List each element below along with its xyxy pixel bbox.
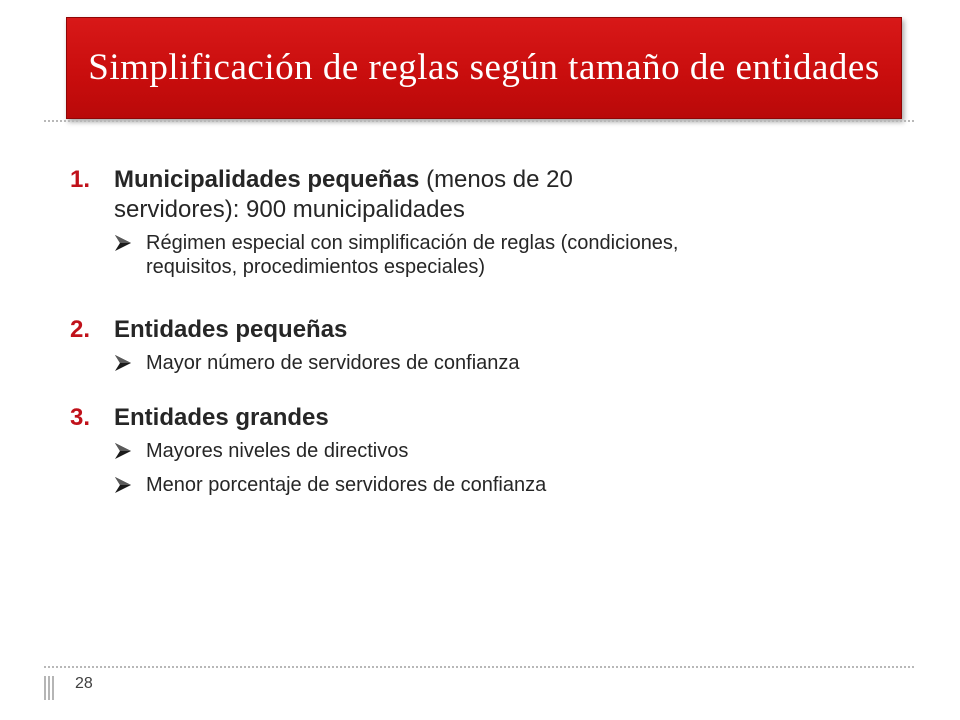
list-item [70, 403, 690, 497]
item-heading-bold: Entidades pequeñas [114, 316, 348, 343]
sub-item [114, 439, 690, 463]
item-heading [114, 315, 690, 345]
page-number: 28 [75, 675, 93, 692]
top-divider [44, 120, 914, 122]
list-item [70, 315, 690, 375]
arrowhead-bullet-icon [114, 354, 132, 372]
sub-item-text: Mayor número de servidores de confianza [146, 352, 520, 374]
arrowhead-bullet-icon [114, 476, 132, 494]
item-heading-rest: (menos de 20 servidores): 900 municipalidades [114, 166, 573, 223]
footer-accent [44, 676, 56, 700]
item-number: 1. [70, 166, 91, 193]
sub-item [114, 351, 690, 375]
sub-item-text: Menor porcentaje de servidores de confianza [146, 474, 547, 496]
item-heading [114, 403, 690, 433]
item-number: 2. [70, 316, 91, 343]
sub-item-text: Régimen especial con simplificación de reglas (condiciones, requisitos, procedimientos especiales) [146, 232, 679, 278]
bottom-divider [44, 666, 914, 668]
content-list [70, 165, 690, 507]
title-banner [66, 17, 902, 119]
slide-title: Simplificación de reglas según tamaño de entidades [88, 47, 880, 88]
sub-item [114, 473, 690, 497]
sub-list [114, 439, 690, 497]
item-heading-bold: Municipalidades pequeñas [114, 166, 420, 193]
sub-list [114, 231, 690, 279]
sub-list [114, 351, 690, 375]
sub-item-text: Mayores niveles de directivos [146, 440, 409, 462]
sub-item [114, 231, 690, 279]
arrowhead-bullet-icon [114, 442, 132, 460]
list-item [70, 165, 690, 279]
item-heading-bold: Entidades grandes [114, 404, 329, 431]
item-number: 3. [70, 404, 91, 431]
item-heading [114, 165, 690, 225]
arrowhead-bullet-icon [114, 234, 132, 252]
